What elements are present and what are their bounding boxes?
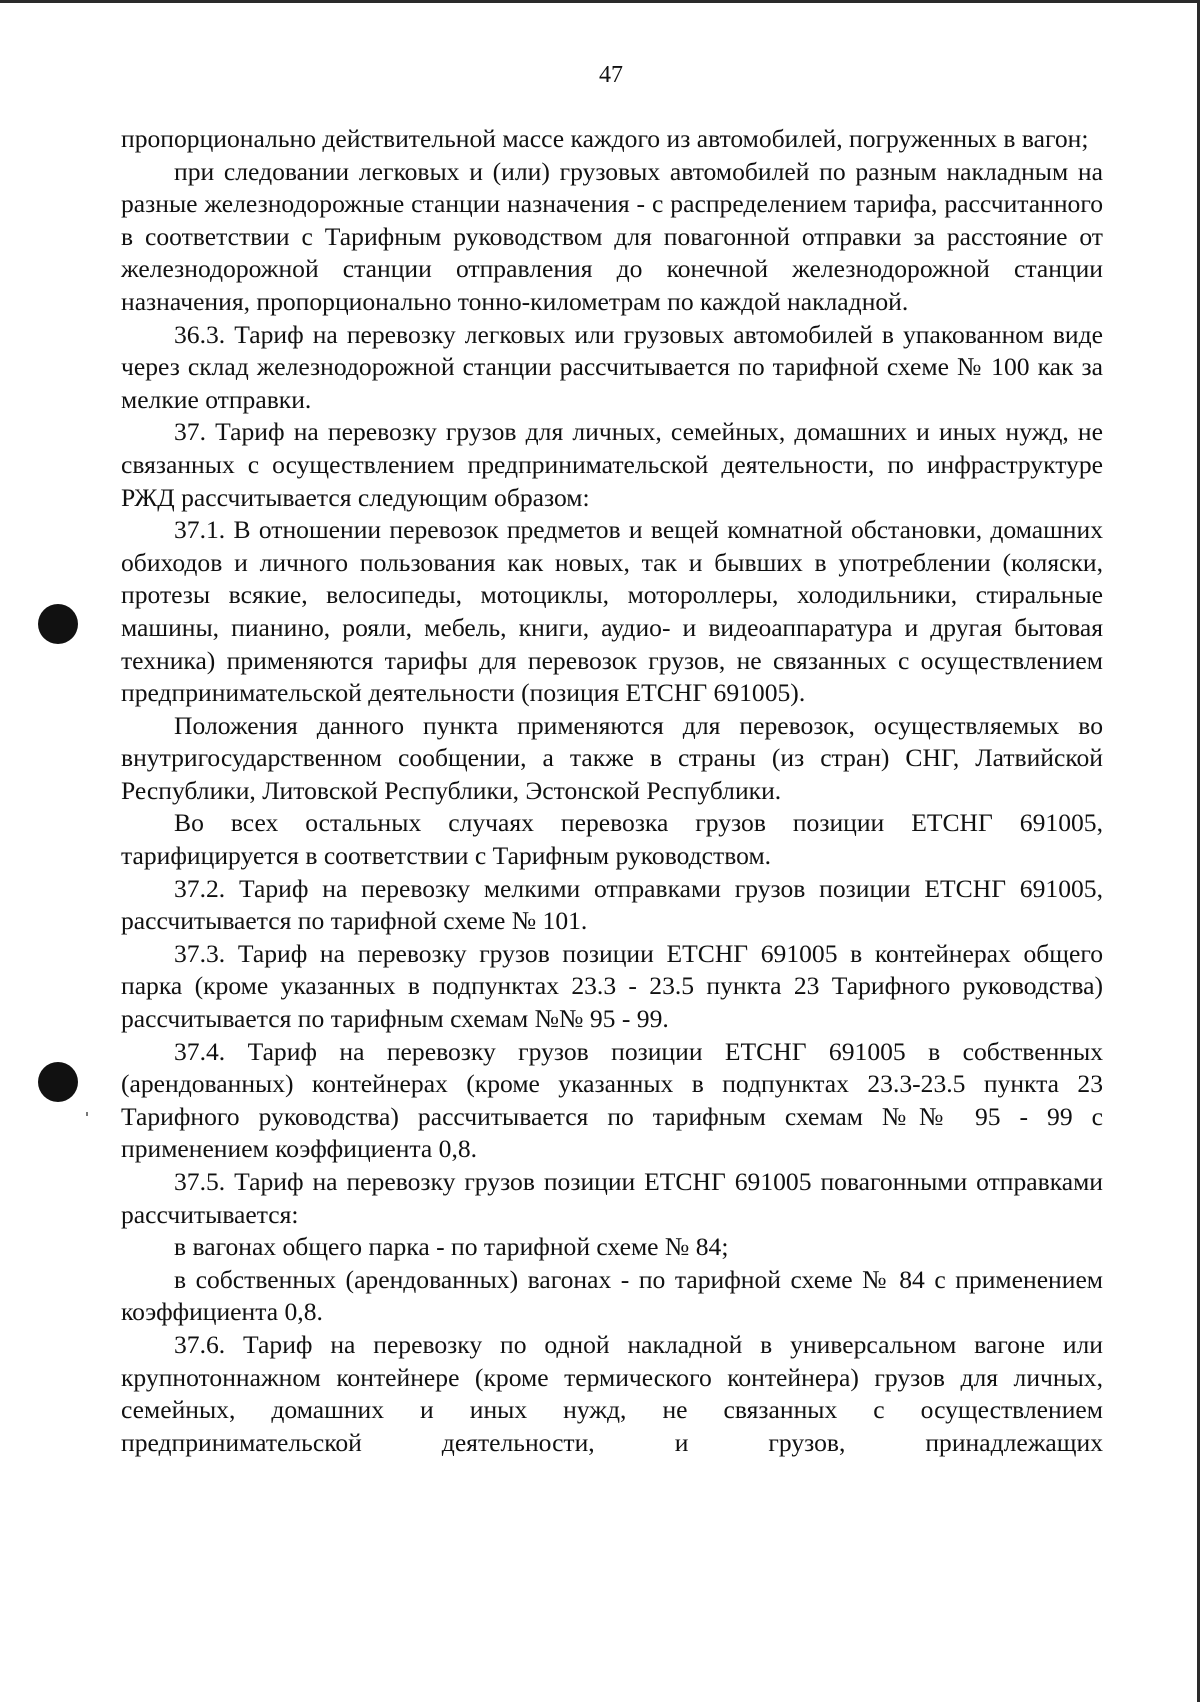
paragraph: пропорционально действительной массе каждого из автомобилей, погруженных в вагон; xyxy=(121,124,1089,153)
paragraph: 37.4. Тариф на перевозку грузов позиции ЕТСНГ 691005 в собственных (арендованных) контейнерах (кроме указанных в подпунктах 23.3-23.5 пункта 23 Тарифного руководства) рассчитывается по тарифным схемам №№ 95 - 99 с применением коэффициента 0,8. xyxy=(121,1036,1103,1164)
punch-hole-mark xyxy=(38,604,78,644)
paragraph: Положения данного пункта применяются для перевозок, осуществляемых во внутригосударственном сообщении, а также в страны (из стран) СНГ, Латвийской Республики, Литовской Республики, Эстонской Республики. xyxy=(121,710,1103,805)
punch-hole-mark xyxy=(38,1062,78,1102)
paragraph: в вагонах общего парка - по тарифной схеме № 84; xyxy=(174,1232,729,1262)
paragraph: 37.6. Тариф на перевозку по одной накладной в универсальном вагоне или крупнотоннажном контейнере (кроме термического контейнера) грузов для личных, семейных, домашних и иных нужд, не связанных с осуществлением предпринимательской деятельности, и грузов, принадлежащих xyxy=(121,1329,1103,1457)
scan-edge-top xyxy=(0,0,1200,3)
paragraph: Во всех остальных случаях перевозка грузов позиции ЕТСНГ 691005, тарифицируется в соответствии с Тарифным руководством. xyxy=(121,808,1103,871)
paragraph: 37.3. Тариф на перевозку грузов позиции ЕТСНГ 691005 в контейнерах общего парка (кроме указанных в подпунктах 23.3 - 23.5 пункта 23 Тарифного руководства) рассчитывается по тарифным схемам №№ 95 - 99. xyxy=(121,938,1103,1034)
paragraph: в собственных (арендованных) вагонах - по тарифной схеме № 84 с применением коэффициента 0,8. xyxy=(121,1264,1103,1327)
document-body xyxy=(121,123,1103,1459)
paragraph: при следовании легковых и (или) грузовых автомобилей по разным накладным на разные железнодорожные станции назначения - с распределением тарифа, рассчитанного в соответствии с Тарифным руководством для повагонной отправки за расстояние от железнодорожной станции отправления до конечной железнодорожной станции назначения, пропорционально тонно-километрам по каждой накладной. xyxy=(121,156,1103,316)
scan-speck xyxy=(86,1112,88,1116)
paragraph: 36.3. Тариф на перевозку легковых или грузовых автомобилей в упакованном виде через склад железнодорожной станции рассчитывается по тарифной схеме № 100 как за мелкие отправки. xyxy=(121,319,1103,414)
paragraph: 37. Тариф на перевозку грузов для личных, семейных, домашних и иных нужд, не связанных с осуществлением предпринимательской деятельности, по инфраструктуре РЖД рассчитывается следующим образом: xyxy=(121,417,1103,512)
paragraph: 37.1. В отношении перевозок предметов и вещей комнатной обстановки, домашних обиходов и личного пользования как новых, так и бывших в употреблении (коляски, протезы всякие, велосипеды, мотоциклы, мотороллеры, холодильники, стиральные машины, пианино, рояли, мебель, книги, аудио- и видеоаппаратура и другая бытовая техника) применяются тарифы для перевозок грузов, не связанных с осуществлением предпринимательской деятельности (позиция ЕТСНГ 691005). xyxy=(121,515,1103,708)
paragraph: 37.2. Тариф на перевозку мелкими отправками грузов позиции ЕТСНГ 691005, рассчитывается по тарифной схеме № 101. xyxy=(121,873,1103,936)
page-number: 47 xyxy=(599,62,623,88)
paragraph: 37.5. Тариф на перевозку грузов позиции ЕТСНГ 691005 повагонными отправками рассчитывается: xyxy=(121,1167,1103,1229)
